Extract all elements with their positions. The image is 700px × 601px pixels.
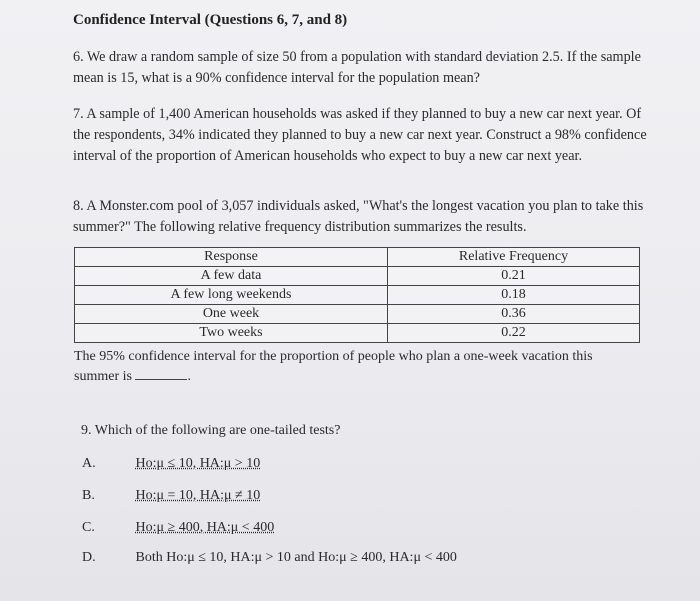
ci-text: The 95% confidence interval for the proportion of people who plan a one-week vacation this summer is bbox=[74, 349, 593, 384]
option-b bbox=[82, 488, 260, 504]
question-7: 7. A sample of 1,400 American households was asked if they planned to buy a new car next year. Of the respondents, 34% indicated they planned to buy a new car next year. Construct a 98% confidence interval of the proportion of American households who expect to buy a new car next year. bbox=[73, 106, 647, 164]
option-letter: C. bbox=[82, 520, 95, 535]
question-6: 6. We draw a random sample of size 50 from a population with standard deviation 2.5. If the sample mean is 15, what is a 90% confidence interval for the population mean? bbox=[73, 49, 641, 86]
ci-period: . bbox=[187, 369, 191, 384]
header-relative-frequency: Relative Frequency bbox=[388, 248, 640, 267]
table-header-row bbox=[75, 248, 640, 267]
frequency-table bbox=[74, 247, 640, 343]
row-response: One week bbox=[75, 305, 388, 324]
row-response: A few data bbox=[75, 267, 388, 286]
option-letter: B. bbox=[82, 488, 95, 503]
table-row bbox=[75, 286, 640, 305]
header-response: Response bbox=[75, 248, 388, 267]
row-frequency: 0.21 bbox=[388, 267, 640, 286]
section-heading: Confidence Interval (Questions 6, 7, and 8) bbox=[73, 12, 348, 28]
table-row bbox=[75, 267, 640, 286]
option-letter: D. bbox=[82, 550, 96, 565]
option-a bbox=[82, 456, 260, 472]
row-frequency: 0.18 bbox=[388, 286, 640, 305]
option-text: Ho:μ = 10, HA:μ ≠ 10 bbox=[135, 488, 261, 503]
option-text: Ho:μ ≥ 400, HA:μ < 400 bbox=[135, 520, 275, 535]
option-text: Ho:μ ≤ 10, HA:μ > 10 bbox=[135, 456, 261, 471]
question-8: 8. A Monster.com pool of 3,057 individuals asked, "What's the longest vacation you plan to take this summer?" The following relative frequency distribution summarizes the results. bbox=[73, 198, 644, 235]
row-frequency: 0.36 bbox=[388, 305, 640, 324]
option-c bbox=[82, 520, 274, 536]
option-text: Both Ho:μ ≤ 10, HA:μ > 10 and Ho:μ ≥ 400, HA:μ < 400 bbox=[135, 550, 457, 565]
option-letter: A. bbox=[82, 456, 96, 471]
row-response: Two weeks bbox=[75, 324, 388, 343]
answer-blank bbox=[135, 366, 187, 380]
table-row bbox=[75, 324, 640, 343]
option-d bbox=[82, 550, 457, 566]
row-response: A few long weekends bbox=[75, 286, 388, 305]
table-row bbox=[75, 305, 640, 324]
question-9: 9. Which of the following are one-tailed tests? bbox=[81, 423, 341, 438]
row-frequency: 0.22 bbox=[388, 324, 640, 343]
confidence-interval-prompt bbox=[74, 348, 640, 386]
